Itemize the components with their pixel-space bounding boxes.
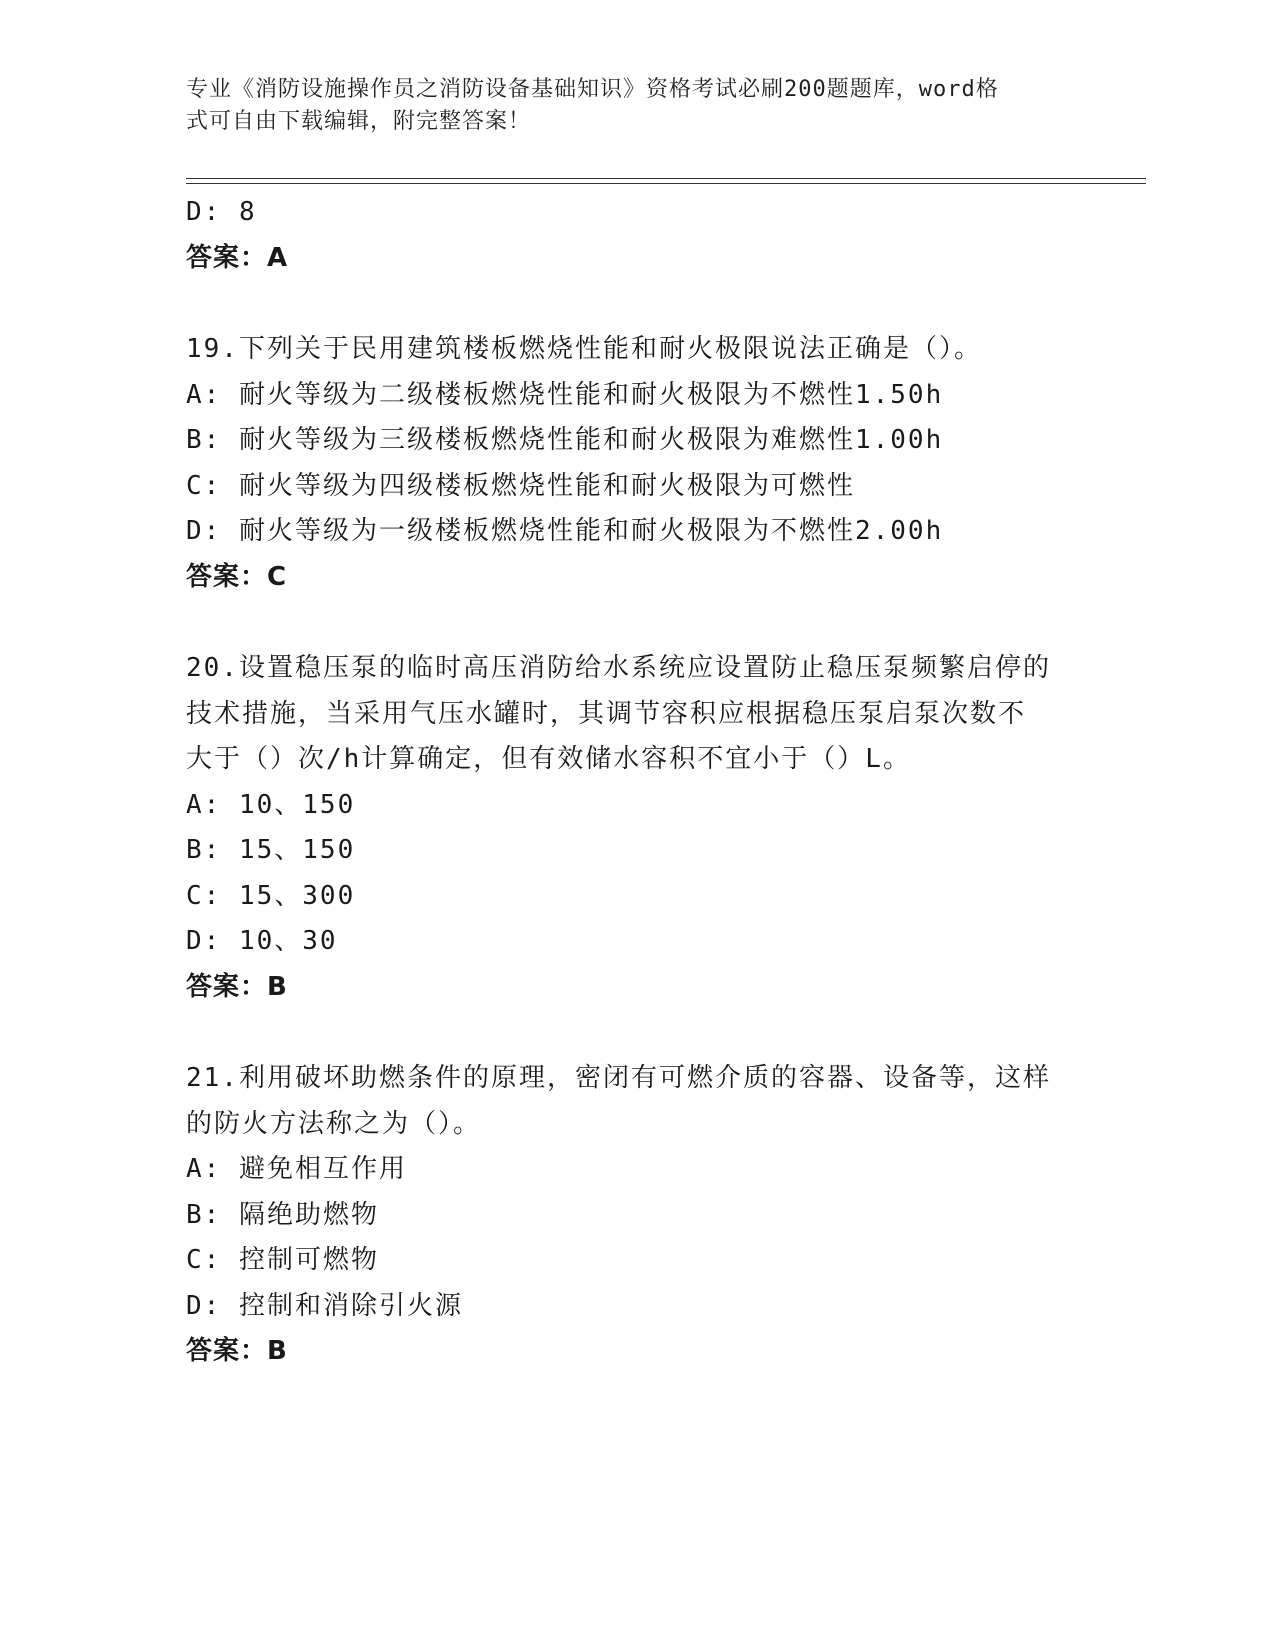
option-d: D: 10、30: [186, 926, 338, 956]
question-20: [186, 646, 1086, 1010]
question-21: [186, 1056, 1086, 1375]
header-line-1: 专业《消防设施操作员之消防设备基础知识》资格考试必刷200题题库，word格: [186, 77, 999, 102]
spacer: [186, 1010, 1086, 1056]
question-stem: 19.下列关于民用建筑楼板燃烧性能和耐火极限说法正确是（）。: [186, 334, 982, 364]
question-stem: 技术措施，当采用气压水罐时，其调节容积应根据稳压泵启泵次数不: [186, 698, 1027, 729]
option-a: A: 避免相互作用: [186, 1154, 407, 1184]
document-body: [186, 190, 1086, 1375]
option-a: A: 10、150: [186, 789, 356, 820]
page-header: [186, 74, 1066, 138]
answer-line: 答案：B: [186, 971, 288, 1002]
question-stem: 20.设置稳压泵的临时高压消防给水系统应设置防止稳压泵频繁启停的: [186, 653, 1051, 683]
question-stem: 的防火方法称之为（）。: [186, 1108, 482, 1139]
header-divider-bottom: [186, 183, 1146, 184]
previous-question-tail: [186, 190, 1086, 281]
answer-line: 答案：B: [186, 1336, 288, 1366]
option-b: B: 15、150: [186, 835, 356, 865]
option-d: D: 控制和消除引火源: [186, 1290, 463, 1321]
option-a: A: 耐火等级为二级楼板燃烧性能和耐火极限为不燃性1.50h: [186, 379, 944, 410]
answer-line: 答案：C: [186, 561, 288, 592]
question-stem: 大于（）次/h计算确定，但有效储水容积不宜小于（）L。: [186, 744, 911, 774]
header-line-2: 式可自由下载编辑，附完整答案！: [186, 109, 532, 134]
header-divider-top: [186, 178, 1146, 179]
option-b: B: 隔绝助燃物: [186, 1199, 379, 1230]
option-b: B: 耐火等级为三级楼板燃烧性能和耐火极限为难燃性1.00h: [186, 425, 944, 455]
spacer: [186, 600, 1086, 646]
answer-line: 答案：A: [186, 242, 289, 273]
question-19: [186, 327, 1086, 600]
question-stem: 21.利用破坏助燃条件的原理，密闭有可燃介质的容器、设备等，这样: [186, 1063, 1051, 1093]
option-c: C: 耐火等级为四级楼板燃烧性能和耐火极限为可燃性: [186, 470, 855, 501]
option-d: D: 耐火等级为一级楼板燃烧性能和耐火极限为不燃性2.00h: [186, 516, 944, 546]
option-d: D: 8: [186, 197, 257, 227]
option-c: C: 控制可燃物: [186, 1245, 379, 1275]
spacer: [186, 281, 1086, 327]
option-c: C: 15、300: [186, 880, 356, 911]
